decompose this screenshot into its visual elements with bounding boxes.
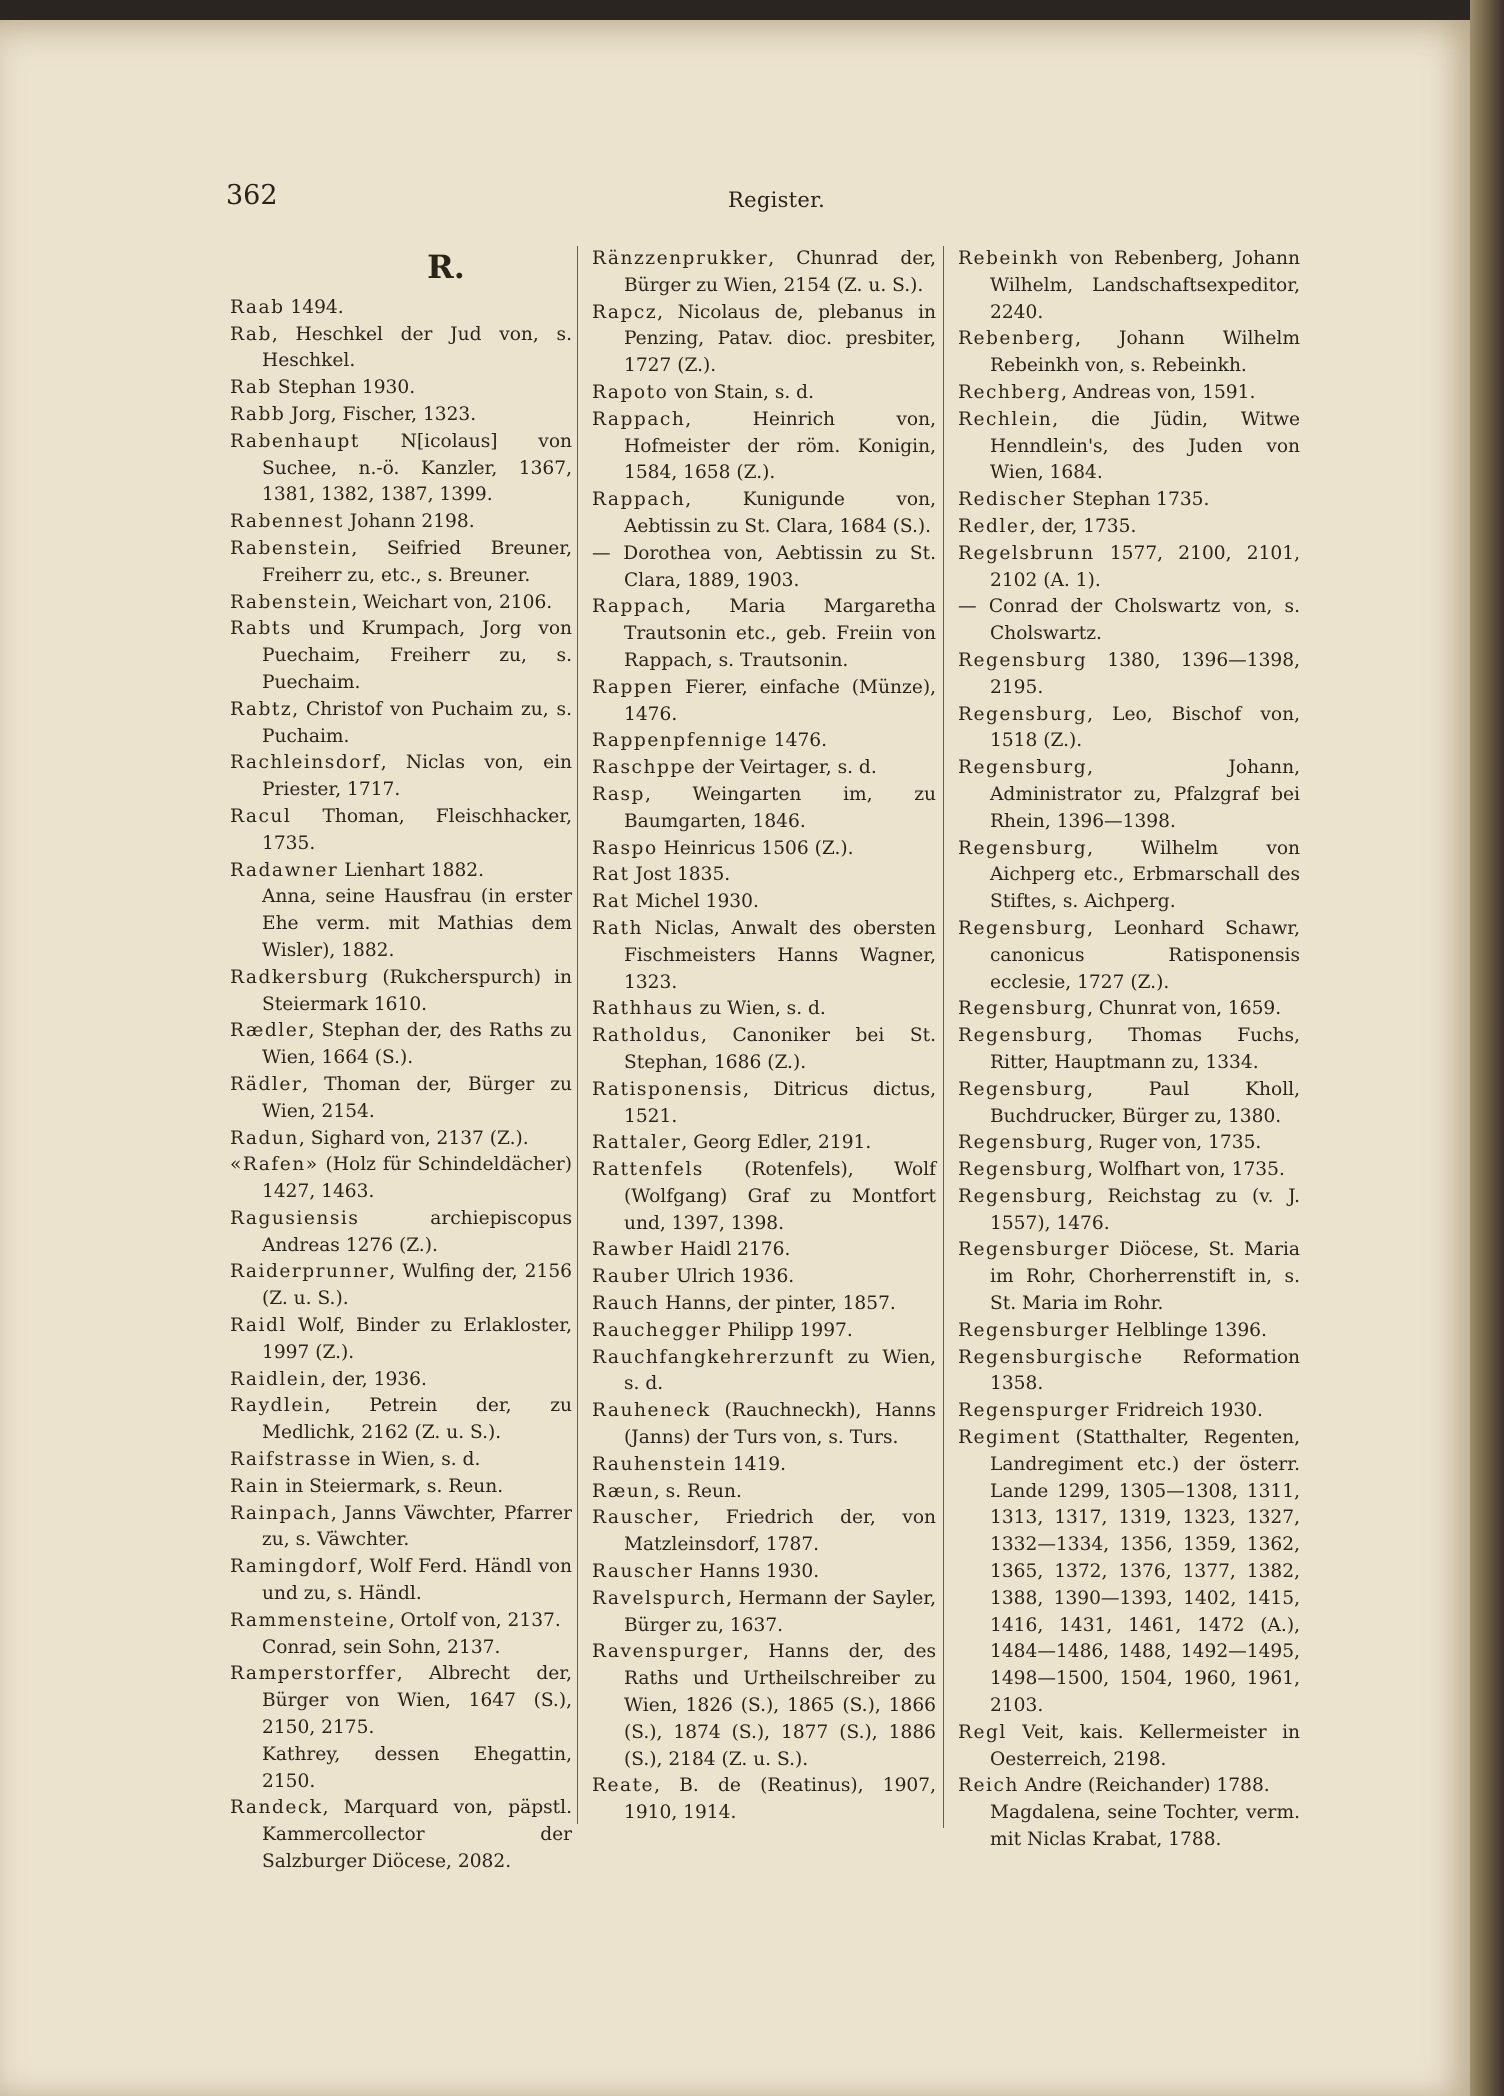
entry-text: Hanns, der pinter, 1857. [659,1293,896,1315]
entry-headword: Raidl [230,1315,287,1337]
index-entry [958,1800,1300,1854]
entry-headword: Raydlein [230,1395,325,1417]
entry-headword: Rattaler [592,1132,682,1154]
index-entry [230,590,572,617]
entry-headword: Regensburg [958,1078,1088,1100]
index-entry [592,1479,936,1506]
index-entry [230,322,572,376]
entry-text: Hanns 1930. [693,1561,820,1583]
entry-text: — Conrad der Cholswartz von, s. Cholswartz. [958,596,1300,645]
entry-text: , die Jüdin, Witwe Henndlein's, des Juden von Wien, 1684. [990,408,1300,484]
entry-text: Heinricus 1506 (Z.). [657,837,854,859]
entry-headword: Regensburg [958,757,1088,779]
entry-text: , Leo, Bischof von, 1518 (Z.). [990,703,1300,752]
index-entry [230,1661,572,1741]
entry-text: , Weingarten im, zu Baumgarten, 1846. [624,783,936,832]
index-entry [230,1742,572,1796]
entry-headword: Rachleinsdorf [230,752,381,774]
entry-text: , Wolfhart von, 1735. [1087,1159,1285,1181]
entry-text: N[icolaus] von Suchee, n.-ö. Kanzler, 1367, 1381, 1382, 1387, 1399. [262,430,572,506]
entry-text: , Thoman der, Bürger zu Wien, 2154. [262,1073,572,1122]
entry-text: von Rebenberg, Johann Wilhelm, Landschaftsexpeditor, 2240. [990,248,1300,323]
entry-text: Niclas, Anwalt des obersten Fischmeisters Hanns Wagner, 1323. [624,917,936,993]
index-entry [958,1157,1300,1184]
entry-text: , Maria Margaretha Trautsonin etc., geb. Freiin von Rappach, s. Trautsonin. [624,596,936,671]
index-entry [592,1318,936,1345]
entry-text: , Ortolf von, 2137. [388,1609,561,1631]
entry-headword: Regensburg [958,917,1088,939]
entry-headword: Rauchfangkehrerzunft [592,1346,835,1368]
index-entry [958,407,1300,487]
index-entry [230,884,572,964]
entry-text: , Reichstag zu (v. J. 1557), 1476. [990,1185,1300,1234]
entry-text: 1577, 2100, 2101, 2102 (A. 1). [990,542,1300,591]
entry-text: Lienhart 1882. [338,859,485,881]
index-entry [230,1018,572,1072]
index-entry [958,1425,1300,1720]
entry-headword: Raidlein [230,1368,321,1390]
index-entry [592,1264,936,1291]
entry-text: Johann 2198. [343,511,475,533]
entry-headword: Redischer [958,489,1067,511]
entry-headword: Rebeinkh [958,248,1060,269]
index-entry [230,1635,572,1662]
entry-text: archiepiscopus Andreas 1276 (Z.). [262,1207,572,1256]
entry-headword: Rauscher [592,1561,694,1583]
index-entry [958,1077,1300,1131]
entry-headword: Rabenstein [230,591,352,613]
page-number: 362 [226,180,278,211]
entry-text: 1380, 1396—1398, 2195. [990,649,1300,698]
index-entry [958,916,1300,996]
entry-headword: Rabenhaupt [230,430,360,452]
index-entry [958,996,1300,1023]
entry-headword: Regensburg [958,1025,1088,1047]
index-entry [958,755,1300,835]
entry-headword: Rædler [230,1020,309,1042]
entry-text: (Statthalter, Regenten, Landregiment etc.) der österr. Lande 1299, 1305—1308, 1311, 1313, 1317, 1319, 1323, 1327, 1332—1334, 1356, 1359, 1362, 1365, 1372, 1376, 1377, 1382, 1388, 1390—1393, 1402, 1415, 1416, 1431, 1461, 1472 (A.), 1484—1486, 1488, 1492—1495, 1498—1500, 1504, 1960, 1961, 2103. [990,1427,1300,1717]
entry-text: , Christof von Puchaim zu, s. Puchaim. [262,698,572,747]
index-entry [230,697,572,751]
entry-headword: Rauscher [592,1507,694,1529]
entry-text: zu Wien, s. d. [693,998,826,1020]
entry-text: von Stain, s. d. [668,381,814,403]
index-entry [592,487,936,541]
entry-headword: Raschppe [592,757,697,779]
entry-text: , Friedrich der, von Matzleinsdorf, 1787. [624,1507,936,1556]
index-entry [230,1072,572,1126]
entry-text: , Wolf Ferd. Händl von und zu, s. Händl. [262,1556,572,1605]
entry-text: , Niclas von, ein Priester, 1717. [262,752,572,801]
index-entry [230,616,572,696]
entry-text: Philipp 1997. [721,1319,853,1341]
index-entry [592,728,936,755]
index-entry [958,1130,1300,1157]
entry-headword: Regensburg [958,998,1088,1020]
index-entry [230,1795,572,1875]
index-column-1 [230,244,572,1876]
index-entry [592,1559,936,1586]
entry-text: , Heschkel der Jud von, s. Heschkel. [262,323,572,372]
index-entry [230,1259,572,1313]
index-entry [230,402,572,429]
index-entry [592,1639,936,1773]
entry-text: , Stephan der, des Raths zu Wien, 1664 (S.). [262,1020,572,1069]
entry-text: 1419. [726,1453,787,1475]
entry-text: in Wien, s. d. [351,1449,481,1471]
index-entry [958,594,1300,648]
entry-headword: Rammensteine [230,1609,389,1631]
entry-text: Stephan 1930. [271,377,416,399]
entry-headword: Regensburg [958,1132,1088,1154]
index-entry [230,429,572,509]
entry-headword: Rab [230,377,272,399]
index-entry [958,487,1300,514]
entry-headword: Radkersburg [230,966,370,988]
index-entry [230,536,572,590]
entry-headword: Raab [230,296,285,318]
entry-headword: Rath [592,917,643,939]
entry-headword: Ratholdus [592,1025,702,1047]
entry-text: Diöcese, St. Maria im Rohr, Chorherrenstift in, s. St. Maria im Rohr. [990,1239,1300,1315]
entry-headword: Regensburg [958,1185,1088,1207]
entry-headword: Regensburg [958,1159,1088,1181]
entry-text: , Heinrich von, Hofmeister der röm. Konigin, 1584, 1658 (Z.). [624,408,936,484]
entry-text: Jorg, Fischer, 1323. [285,403,477,425]
index-entry [592,1291,936,1318]
index-entry [958,380,1300,407]
entry-text: , Seifried Breuner, Freiherr zu, etc., s. Breuner. [262,537,572,586]
entry-headword: Ragusiensis [230,1207,360,1229]
entry-text: , Johann Wilhelm Rebeinkh von, s. Rebeinkh. [990,328,1300,377]
entry-text: , Hanns der, des Raths und Urtheilschreiber zu Wien, 1826 (S.), 1865 (S.), 1866 (S.), 1874 (S.), 1877 (S.), 1886 (S.), 2184 (Z. u. S.). [624,1641,936,1770]
index-entry [230,1206,572,1260]
column-rule [943,246,944,1828]
index-entry [592,1773,936,1827]
entry-headword: Rappach [592,489,686,511]
entry-text: , der, 1735. [1029,515,1137,537]
entry-headword: Ramperstorffer [230,1663,397,1685]
index-entry [958,1345,1300,1399]
index-entry [958,1237,1300,1317]
entry-headword: Reate [592,1775,655,1797]
entry-text: zu Wien, s. d. [624,1346,936,1395]
entry-text: in Steiermark, s. Reun. [279,1475,504,1497]
entry-headword: Rain [230,1475,280,1497]
entry-headword: Ränzzenprukker [592,248,769,269]
entry-headword: Regiment [958,1427,1061,1449]
entry-headword: Rabts [230,618,292,640]
entry-text: Fierer, einfache (Münze), 1476. [624,676,936,725]
entry-headword: Rattenfels [592,1159,704,1181]
entry-text: , Kunigunde von, Aebtissin zu St. Clara, 1684 (S.). [624,489,936,537]
entry-text: — Dorothea von, Aebtissin zu St. Clara, 1889, 1903. [592,542,936,591]
index-entry [958,1318,1300,1345]
entry-headword: «Rafen» [230,1154,319,1176]
index-entry [958,1773,1300,1800]
entry-text: , Wulfing der, 2156 (Z. u. S.). [262,1261,572,1310]
entry-text: , Wilhelm von Aichperg etc., Erbmarschall des Stiftes, s. Aichperg. [990,837,1300,913]
entry-headword: Reich [958,1775,1019,1797]
index-entry [958,1023,1300,1077]
entry-text: , Georg Edler, 2191. [681,1132,872,1154]
entry-headword: Rab [230,323,272,345]
index-entry [592,1077,936,1131]
entry-headword: Regensburg [958,703,1088,725]
entry-headword: Rabenstein [230,537,352,559]
entry-text: (Rotenfels), Wolf (Wolfgang) Graf zu Montfort und, 1397, 1398. [624,1159,936,1234]
index-entry [230,295,572,322]
index-entry [230,804,572,858]
index-entry [230,1474,572,1501]
entry-headword: Rappenpfennige [592,730,768,752]
index-entry [592,1130,936,1157]
index-entry [958,836,1300,916]
index-entry [592,1237,936,1264]
index-entry [592,836,936,863]
entry-text: , Petrein der, zu Medlichk, 2162 (Z. u. S.). [262,1395,572,1444]
entry-headword: Rawber [592,1239,675,1261]
entry-text: , Chunrat von, 1659. [1087,998,1282,1020]
entry-text: , Weichart von, 2106. [351,591,553,613]
index-entry [592,1157,936,1237]
index-entry [230,1393,572,1447]
entry-headword: Rappen [592,676,674,698]
entry-text: Thoman, Fleischhacker, 1735. [262,805,572,854]
index-entry [592,1345,936,1399]
index-entry [230,1608,572,1635]
entry-text: , der, 1936. [320,1368,427,1390]
entry-text: Reformation 1358. [990,1346,1300,1395]
index-entry [958,1184,1300,1238]
entry-text: Jost 1835. [629,864,731,886]
entry-text: Andre (Reichander) 1788. [1018,1775,1270,1797]
entry-text: , B. de (Reatinus), 1907, 1910, 1914. [624,1775,936,1824]
page-gutter [1470,0,1504,2096]
index-entry [230,750,572,804]
entry-headword: Rapcz [592,301,658,323]
entry-headword: Rasp [592,783,645,805]
index-entry [230,509,572,536]
entry-headword: Regelsbrunn [958,542,1095,564]
entry-headword: Ravenspurger [592,1641,744,1663]
index-entry [230,858,572,885]
index-entry [230,1367,572,1394]
index-entry [592,300,936,380]
entry-text: , Janns Väwchter, Pfarrer zu, s. Väwchter. [262,1502,572,1551]
index-entry [230,1313,572,1367]
entry-text: , Canoniker bei St. Stephan, 1686 (Z.). [624,1025,936,1073]
entry-text: , Johann, Administrator zu, Pfalzgraf bei Rhein, 1396—1398. [990,757,1300,832]
entry-headword: Rathhaus [592,998,694,1020]
entry-headword: Rappach [592,596,686,618]
index-entry [592,594,936,674]
entry-headword: Ravelspurch [592,1587,727,1609]
entry-text: , Ditricus dictus, 1521. [624,1078,936,1127]
index-entry [592,782,936,836]
index-column-2 [592,246,936,1827]
entry-headword: Regl [958,1721,1007,1743]
entry-text: Magdalena, seine Tochter, verm. mit Niclas Krabat, 1788. [990,1802,1300,1851]
entry-text: Helblinge 1396. [1110,1319,1267,1341]
entry-headword: Ramingdorf [230,1556,357,1578]
index-entry [958,702,1300,756]
index-column-3 [958,246,1300,1854]
entry-text: , Albrecht der, Bürger von Wien, 1647 (S.), 2150, 2175. [262,1663,572,1739]
entry-headword: Radun [230,1127,299,1149]
entry-headword: Rechberg [958,381,1062,403]
index-entry [592,541,936,595]
entry-text: 1476. [767,730,828,752]
index-entry [230,1126,572,1153]
index-entry [958,326,1300,380]
entry-headword: Regensburgische [958,1346,1144,1368]
entry-headword: Rabennest [230,511,344,533]
entry-headword: Raspo [592,837,658,859]
entry-text: , Sighard von, 2137 (Z.). [298,1127,529,1149]
running-head: Register. [728,188,826,212]
entry-headword: Racul [230,805,292,827]
entry-text: , Andreas von, 1591. [1061,381,1256,403]
entry-text: , Nicolaus de, plebanus in Penzing, Patav. dioc. presbiter, 1727 (Z.). [624,301,936,377]
index-entry [230,1447,572,1474]
index-entry [592,1586,936,1640]
index-entry [230,1152,572,1206]
entry-headword: Rainpach [230,1502,331,1524]
index-entry [592,889,936,916]
entry-text: Michel 1930. [629,891,759,913]
section-letter: R. [427,248,465,286]
index-entry [592,1452,936,1479]
entry-text: Ulrich 1936. [670,1266,795,1288]
index-entry [230,1554,572,1608]
entry-headword: Regensburg [958,649,1088,671]
entry-text: und Krumpach, Jorg von Puechaim, Freiherr zu, s. Puechaim. [262,618,572,693]
entry-headword: Rabb [230,403,286,425]
entry-text: , Ruger von, 1735. [1087,1132,1262,1154]
entry-text: , Paul Kholl, Buchdrucker, Bürger zu, 1380. [990,1078,1300,1127]
index-entry [592,407,936,487]
entry-headword: Raifstrasse [230,1449,352,1471]
index-entry [958,1720,1300,1774]
index-entry [592,996,936,1023]
entry-text: (Rauchneckh), Hanns (Janns) der Turs von, s. Turs. [624,1400,936,1449]
entry-headword: Rädler [230,1073,303,1095]
index-entry [592,380,936,407]
index-entry [592,1398,936,1452]
entry-headword: Rauhenstein [592,1453,727,1475]
entry-headword: Rauheneck [592,1400,711,1422]
entry-headword: Radawner [230,859,339,881]
index-entry [230,965,572,1019]
entry-headword: Rappach [592,408,686,430]
entry-text: Anna, seine Hausfrau (in erster Ehe verm. mit Mathias dem Wisler), 1882. [262,886,572,961]
entry-text: , Leonhard Schawr, canonicus Ratisponensis ecclesie, 1727 (Z.). [990,917,1300,993]
entry-headword: Rauber [592,1266,671,1288]
index-entry [958,246,1300,326]
entry-headword: Randeck [230,1797,323,1819]
index-entry [958,648,1300,702]
index-entry [958,1398,1300,1425]
entry-headword: Regensburger [958,1319,1110,1341]
entry-headword: Rat [592,864,630,886]
index-entry [592,916,936,996]
entry-headword: Ræun [592,1480,654,1502]
index-entry [958,514,1300,541]
index-entry [592,1505,936,1559]
index-entry [230,375,572,402]
index-entry [592,246,936,300]
entry-headword: Regenspurger [958,1400,1110,1422]
index-entry [230,1501,572,1555]
entry-text: Wolf, Binder zu Erlakloster, 1997 (Z.). [262,1315,572,1363]
entry-headword: Rauch [592,1293,660,1315]
entry-headword: Rapoto [592,381,669,403]
entry-text: Haidl 2176. [674,1239,791,1261]
index-entry [592,755,936,782]
entry-text: 1494. [284,296,344,318]
index-entry [592,675,936,729]
entry-headword: Rechlein [958,408,1053,430]
entry-headword: Rauchegger [592,1319,722,1341]
entry-headword: Rat [592,891,630,913]
entry-text: , s. Reun. [653,1480,742,1502]
entry-headword: Raiderprunner [230,1261,390,1283]
entry-text: , Thomas Fuchs, Ritter, Hauptmann zu, 1334. [990,1025,1300,1073]
index-entry [592,1023,936,1077]
index-entry [958,541,1300,595]
entry-text: , Chunrad der, Bürger zu Wien, 2154 (Z. u. S.). [624,248,936,296]
entry-headword: Regensburg [958,837,1088,859]
entry-headword: Rabtz [230,698,293,720]
entry-text: Fridreich 1930. [1110,1400,1263,1422]
entry-headword: Ratisponensis [592,1078,744,1100]
column-rule [577,246,578,1824]
entry-headword: Regensburger [958,1239,1110,1261]
entry-text: Stephan 1735. [1066,489,1210,511]
entry-headword: Rebenberg [958,328,1076,350]
entry-text: , Marquard von, päpstl. Kammercollector der Salzburger Diöcese, 2082. [262,1797,572,1873]
entry-text: der Veirtager, s. d. [696,757,877,779]
entry-text: Conrad, sein Sohn, 2137. [262,1636,501,1658]
entry-headword: Redler [958,515,1030,537]
entry-text: , Hermann der Sayler, Bürger zu, 1637. [624,1587,936,1636]
entry-text: Veit, kais. Kellermeister in Oesterreich, 2198. [990,1721,1300,1770]
index-entry [592,862,936,889]
entry-text: (Holz für Schindeldächer) 1427, 1463. [262,1154,572,1203]
entry-text: (Rukcherspurch) in Steiermark 1610. [262,966,572,1015]
entry-text: Kathrey, dessen Ehegattin, 2150. [262,1743,572,1792]
